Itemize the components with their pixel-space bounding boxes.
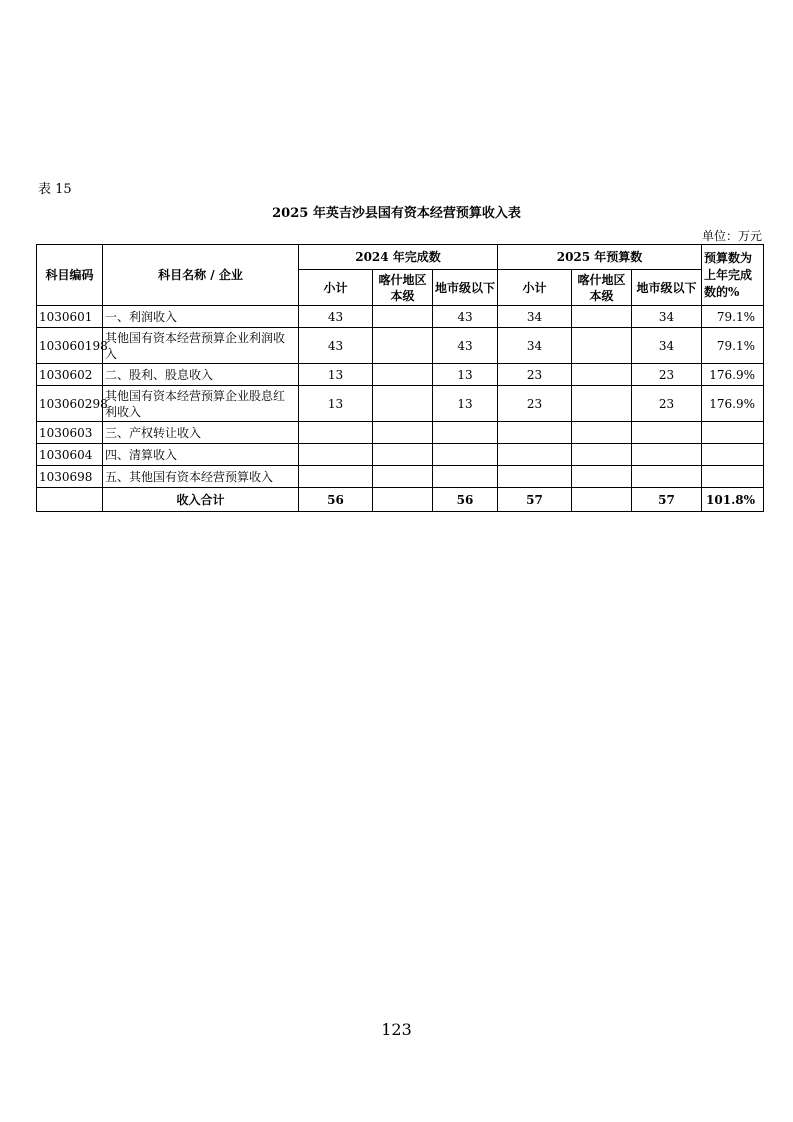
- completed-city-cell: 13: [433, 386, 498, 422]
- completed-city-cell: [433, 466, 498, 488]
- total-completed-city: 56: [433, 488, 498, 512]
- page-number: 123: [381, 1020, 412, 1039]
- name-cell: 五、其他国有资本经营预算收入: [103, 466, 299, 488]
- total-budget-city: 57: [632, 488, 702, 512]
- completed-subtotal-cell: [299, 466, 373, 488]
- header-subtotal: 小计: [299, 270, 373, 306]
- completed-subtotal-cell: 13: [299, 386, 373, 422]
- completed-city-cell: 43: [433, 328, 498, 364]
- total-ratio: 101.8%: [702, 488, 764, 512]
- header-budget-2025: 2025 年预算数: [498, 245, 702, 270]
- code-cell: 1030602: [37, 364, 103, 386]
- total-row: [37, 488, 764, 512]
- header-ratio: 预算数为上年完成数的%: [702, 245, 764, 306]
- header-subtotal: 小计: [498, 270, 572, 306]
- header-city-below: 地市级以下: [433, 270, 498, 306]
- total-label: 收入合计: [103, 488, 299, 512]
- unit-label: 单位：万元: [701, 229, 762, 243]
- name-cell: 四、清算收入: [103, 444, 299, 466]
- table-row: [37, 422, 764, 444]
- budget-city-cell: [632, 444, 702, 466]
- budget-subtotal-cell: [498, 466, 572, 488]
- budget-city-cell: 23: [632, 364, 702, 386]
- budget-kashgar-cell: [572, 306, 632, 328]
- name-cell: 一、利润收入: [103, 306, 299, 328]
- total-completed-kashgar: [373, 488, 433, 512]
- code-cell: 103060198: [37, 328, 103, 364]
- total-budget-subtotal: 57: [498, 488, 572, 512]
- table-row: [37, 386, 764, 422]
- table-number: 表 15: [38, 182, 72, 197]
- completed-city-cell: [433, 444, 498, 466]
- completed-subtotal-cell: 13: [299, 364, 373, 386]
- header-kashgar: 喀什地区本级: [373, 270, 433, 306]
- budget-kashgar-cell: [572, 422, 632, 444]
- table-title: 2025 年英吉沙县国有资本经营预算收入表: [272, 206, 521, 221]
- budget-city-cell: 23: [632, 386, 702, 422]
- budget-subtotal-cell: 34: [498, 306, 572, 328]
- completed-city-cell: [433, 422, 498, 444]
- ratio-cell: 79.1%: [702, 306, 764, 328]
- completed-kashgar-cell: [373, 444, 433, 466]
- completed-subtotal-cell: [299, 444, 373, 466]
- name-cell: 其他国有资本经营预算企业利润收入: [103, 328, 299, 364]
- budget-kashgar-cell: [572, 328, 632, 364]
- completed-kashgar-cell: [373, 328, 433, 364]
- code-cell: 1030698: [37, 466, 103, 488]
- table-row: [37, 466, 764, 488]
- code-cell: 1030603: [37, 422, 103, 444]
- header-completed-2024: 2024 年完成数: [299, 245, 498, 270]
- budget-kashgar-cell: [572, 386, 632, 422]
- completed-kashgar-cell: [373, 364, 433, 386]
- budget-subtotal-cell: 23: [498, 364, 572, 386]
- header-city-below: 地市级以下: [632, 270, 702, 306]
- table-row: [37, 328, 764, 364]
- header-kashgar: 喀什地区本级: [572, 270, 632, 306]
- budget-subtotal-cell: 23: [498, 386, 572, 422]
- completed-kashgar-cell: [373, 386, 433, 422]
- table-row: [37, 364, 764, 386]
- budget-kashgar-cell: [572, 444, 632, 466]
- total-completed-subtotal: 56: [299, 488, 373, 512]
- budget-subtotal-cell: [498, 444, 572, 466]
- ratio-cell: 79.1%: [702, 328, 764, 364]
- name-cell: 其他国有资本经营预算企业股息红利收入: [103, 386, 299, 422]
- budget-city-cell: 34: [632, 306, 702, 328]
- budget-table: [36, 244, 764, 512]
- ratio-cell: [702, 422, 764, 444]
- header-name: 科目名称 / 企业: [103, 245, 299, 306]
- budget-city-cell: [632, 466, 702, 488]
- completed-subtotal-cell: 43: [299, 328, 373, 364]
- budget-kashgar-cell: [572, 364, 632, 386]
- ratio-cell: [702, 466, 764, 488]
- table-row: [37, 444, 764, 466]
- completed-kashgar-cell: [373, 422, 433, 444]
- budget-city-cell: [632, 422, 702, 444]
- completed-kashgar-cell: [373, 306, 433, 328]
- budget-kashgar-cell: [572, 466, 632, 488]
- code-cell: 103060298: [37, 386, 103, 422]
- completed-city-cell: 13: [433, 364, 498, 386]
- total-code-cell: [37, 488, 103, 512]
- code-cell: 1030604: [37, 444, 103, 466]
- completed-subtotal-cell: [299, 422, 373, 444]
- ratio-cell: 176.9%: [702, 386, 764, 422]
- budget-city-cell: 34: [632, 328, 702, 364]
- name-cell: 二、股利、股息收入: [103, 364, 299, 386]
- budget-subtotal-cell: [498, 422, 572, 444]
- completed-city-cell: 43: [433, 306, 498, 328]
- header-row: [37, 245, 764, 270]
- completed-subtotal-cell: 43: [299, 306, 373, 328]
- completed-kashgar-cell: [373, 466, 433, 488]
- total-budget-kashgar: [572, 488, 632, 512]
- ratio-cell: [702, 444, 764, 466]
- ratio-cell: 176.9%: [702, 364, 764, 386]
- budget-subtotal-cell: 34: [498, 328, 572, 364]
- table-row: [37, 306, 764, 328]
- code-cell: 1030601: [37, 306, 103, 328]
- header-code: 科目编码: [37, 245, 103, 306]
- name-cell: 三、产权转让收入: [103, 422, 299, 444]
